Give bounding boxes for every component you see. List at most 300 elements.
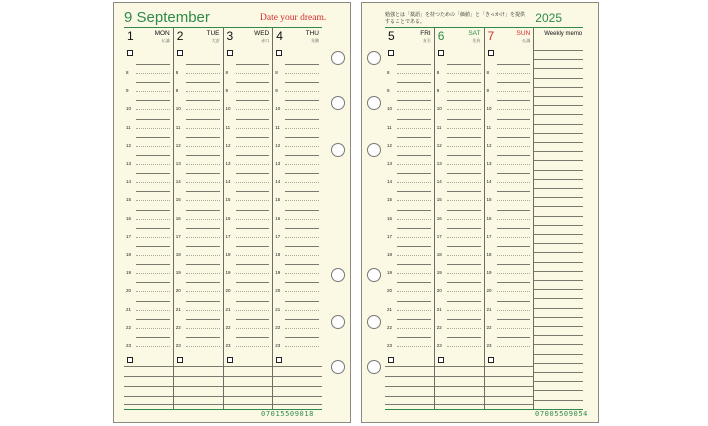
hour-line — [186, 64, 220, 65]
half-hour-line — [447, 237, 481, 238]
hour-label: 22 — [387, 324, 393, 330]
hour-label: 13 — [275, 161, 281, 166]
half-hour-line — [497, 255, 531, 256]
day-header — [124, 28, 173, 48]
task-checkbox[interactable] — [438, 357, 444, 363]
half-hour-line — [285, 109, 319, 110]
task-checkbox[interactable] — [127, 357, 133, 363]
day-header — [224, 28, 273, 48]
hour-line — [447, 282, 481, 283]
slogan: Date your dream. — [260, 13, 327, 23]
hour-line — [186, 155, 220, 156]
day-column — [484, 28, 534, 409]
hour-label: 23 — [387, 343, 393, 348]
hour-label: 12 — [387, 142, 393, 148]
hour-line — [447, 319, 481, 320]
ring-hole — [367, 268, 381, 282]
hour-line — [447, 82, 481, 83]
hour-line — [136, 228, 170, 229]
hour-line — [285, 64, 319, 65]
hour-label: 11 — [275, 124, 280, 130]
hour-line — [186, 82, 220, 83]
memo-line — [273, 404, 322, 405]
hour-label: 10 — [126, 106, 132, 112]
half-hour-line — [136, 182, 170, 183]
hour-label: 9 — [275, 88, 278, 94]
memo-line — [435, 376, 484, 377]
hour-label: 8 — [275, 70, 278, 75]
hour-line — [236, 191, 270, 192]
right-page — [361, 2, 599, 423]
memo-line — [534, 78, 583, 79]
task-checkbox[interactable] — [276, 50, 282, 56]
hour-label: 17 — [387, 233, 393, 239]
memo-line — [385, 386, 434, 387]
memo-line — [485, 366, 534, 367]
half-hour-line — [186, 109, 220, 110]
hour-line — [497, 246, 531, 247]
hour-label: 20 — [387, 288, 393, 294]
task-checkbox[interactable] — [488, 357, 494, 363]
hour-line — [497, 210, 531, 211]
hour-line — [447, 119, 481, 120]
memo-line — [224, 404, 273, 405]
memo-line — [534, 354, 583, 355]
hour-line — [285, 246, 319, 247]
hour-label: 10 — [275, 106, 281, 112]
memo-line — [485, 396, 534, 397]
hour-line — [136, 319, 170, 320]
half-hour-line — [497, 328, 531, 329]
hour-label: 21 — [436, 306, 442, 312]
day-number: 6 — [437, 29, 445, 43]
hour-line — [236, 264, 270, 265]
half-hour-line — [447, 291, 481, 292]
hour-line — [497, 64, 531, 65]
ring-hole — [331, 360, 345, 374]
hour-line — [285, 119, 319, 120]
memo-line — [485, 376, 534, 377]
rokuyo-label: 仏滅 — [522, 38, 531, 43]
hour-line — [497, 337, 531, 338]
hour-line — [447, 337, 481, 338]
half-hour-line — [236, 200, 270, 201]
hour-line — [447, 137, 481, 138]
weekly-memo-title: Weekly memo — [544, 31, 583, 37]
half-hour-line — [136, 91, 170, 92]
hour-line — [285, 173, 319, 174]
right-ring-holes — [362, 3, 386, 422]
half-hour-line — [285, 164, 319, 165]
memo-line — [534, 298, 583, 299]
day-column — [385, 28, 434, 409]
hour-line — [236, 337, 270, 338]
hour-label: 18 — [225, 252, 231, 257]
half-hour-line — [186, 237, 220, 238]
hour-line — [447, 100, 481, 101]
half-hour-line — [236, 109, 270, 110]
hour-label: 22 — [126, 324, 132, 330]
hour-label: 23 — [225, 343, 231, 348]
hour-label: 22 — [486, 324, 492, 330]
half-hour-line — [236, 91, 270, 92]
hour-label: 14 — [225, 179, 231, 185]
hour-line — [236, 173, 270, 174]
memo-line — [385, 366, 434, 367]
hour-line — [397, 191, 431, 192]
hour-line — [497, 100, 531, 101]
hour-line — [447, 191, 481, 192]
hour-line — [447, 64, 481, 65]
memo-line — [273, 366, 322, 367]
half-hour-line — [186, 164, 220, 165]
hour-line — [186, 100, 220, 101]
hour-line — [397, 173, 431, 174]
hour-line — [236, 246, 270, 247]
memo-line — [534, 87, 583, 88]
task-checkbox[interactable] — [227, 357, 233, 363]
memo-line — [534, 114, 583, 115]
hour-label: 14 — [175, 179, 181, 185]
half-hour-line — [397, 200, 431, 201]
hour-label: 22 — [436, 324, 442, 330]
memo-line — [534, 326, 583, 327]
hour-label: 21 — [175, 306, 181, 312]
half-hour-line — [186, 273, 220, 274]
half-hour-line — [497, 200, 531, 201]
memo-line — [534, 206, 583, 207]
half-hour-line — [136, 219, 170, 220]
hour-label: 13 — [175, 161, 181, 166]
hour-line — [186, 228, 220, 229]
hour-line — [397, 264, 431, 265]
hour-label: 21 — [225, 306, 231, 312]
half-hour-line — [186, 346, 220, 347]
half-hour-line — [136, 255, 170, 256]
half-hour-line — [447, 255, 481, 256]
hour-line — [236, 210, 270, 211]
half-hour-line — [397, 310, 431, 311]
hour-label: 10 — [387, 106, 393, 112]
task-checkbox[interactable] — [127, 50, 133, 56]
quote-text: 勉強とは「薬語」を持つための「価値」と「きっかけ」を提供することである。 — [385, 12, 526, 25]
half-hour-line — [397, 128, 431, 129]
ring-hole — [367, 315, 381, 329]
half-hour-line — [497, 346, 531, 347]
hour-label: 11 — [126, 124, 131, 130]
half-hour-line — [447, 219, 481, 220]
hour-label: 16 — [275, 215, 281, 221]
half-hour-line — [136, 237, 170, 238]
hour-label: 10 — [225, 106, 231, 112]
hour-label: 19 — [387, 270, 393, 276]
hour-label: 21 — [387, 306, 393, 312]
hour-line — [397, 155, 431, 156]
hour-line — [186, 282, 220, 283]
half-hour-line — [236, 164, 270, 165]
hour-line — [136, 64, 170, 65]
day-column — [173, 28, 223, 409]
half-hour-line — [236, 291, 270, 292]
hour-label: 17 — [175, 233, 181, 239]
memo-line — [224, 386, 273, 387]
memo-line — [534, 170, 583, 171]
half-hour-line — [497, 273, 531, 274]
ring-hole — [331, 51, 345, 65]
weekday-name: TUE — [206, 30, 220, 37]
weekday-name: FRI — [420, 30, 431, 37]
hour-label: 10 — [436, 106, 442, 112]
memo-line — [534, 179, 583, 180]
day-header — [385, 28, 434, 48]
hour-line — [236, 137, 270, 138]
hour-label: 11 — [486, 124, 492, 130]
half-hour-line — [397, 146, 431, 147]
hour-label: 20 — [436, 288, 442, 294]
memo-line — [534, 234, 583, 235]
hour-line — [285, 282, 319, 283]
hour-line — [397, 319, 431, 320]
memo-line — [534, 390, 583, 391]
memo-line — [435, 366, 484, 367]
hour-label: 17 — [126, 233, 132, 239]
memo-line — [224, 376, 273, 377]
task-checkbox[interactable] — [276, 357, 282, 363]
half-hour-line — [285, 255, 319, 256]
hour-label: 9 — [225, 88, 229, 94]
memo-line — [224, 366, 273, 367]
memo-line — [273, 386, 322, 387]
task-checkbox[interactable] — [388, 50, 394, 56]
memo-line — [534, 96, 583, 97]
hour-line — [447, 210, 481, 211]
hour-line — [497, 282, 531, 283]
half-hour-line — [136, 346, 170, 347]
hour-line — [136, 100, 170, 101]
hour-line — [136, 337, 170, 338]
hour-line — [497, 173, 531, 174]
hour-label: 18 — [126, 252, 132, 257]
hour-label: 9 — [436, 88, 440, 94]
barcode-number: 07005509054 — [535, 410, 588, 418]
ring-hole — [331, 96, 345, 110]
hour-line — [497, 319, 531, 320]
hour-line — [285, 301, 319, 302]
memo-line — [534, 252, 583, 253]
memo-line — [534, 105, 583, 106]
half-hour-line — [497, 73, 531, 74]
hour-label: 16 — [126, 215, 132, 221]
hour-label: 19 — [126, 270, 132, 276]
hour-line — [285, 191, 319, 192]
weekday-name: MON — [154, 30, 170, 37]
memo-line — [534, 308, 583, 309]
memo-line — [534, 59, 583, 60]
memo-line — [534, 243, 583, 244]
hour-line — [497, 137, 531, 138]
memo-line — [534, 124, 583, 125]
half-hour-line — [397, 291, 431, 292]
half-hour-line — [497, 237, 531, 238]
memo-line — [534, 363, 583, 364]
hour-label: 12 — [436, 142, 442, 148]
memo-line — [534, 280, 583, 281]
hour-label: 16 — [175, 215, 181, 221]
half-hour-line — [447, 146, 481, 147]
hour-label: 15 — [126, 197, 132, 203]
left-day-grid — [124, 27, 322, 410]
task-checkbox[interactable] — [438, 50, 444, 56]
half-hour-line — [447, 109, 481, 110]
hour-line — [447, 301, 481, 302]
half-hour-line — [397, 182, 431, 183]
hour-label: 8 — [126, 70, 129, 75]
task-checkbox[interactable] — [177, 50, 183, 56]
hour-label: 21 — [275, 306, 281, 312]
memo-line — [124, 396, 173, 397]
hour-label: 22 — [275, 324, 281, 330]
hour-line — [136, 119, 170, 120]
memo-line — [534, 133, 583, 134]
memo-line — [534, 216, 583, 217]
hour-label: 13 — [126, 161, 132, 166]
hour-label: 12 — [126, 142, 132, 148]
half-hour-line — [236, 310, 270, 311]
hour-line — [285, 337, 319, 338]
memo-line — [534, 197, 583, 198]
hour-line — [136, 82, 170, 83]
hour-line — [285, 155, 319, 156]
weekday-name: SAT — [468, 30, 481, 37]
hour-label: 20 — [225, 288, 231, 294]
half-hour-line — [236, 346, 270, 347]
day-number: 7 — [487, 29, 495, 43]
half-hour-line — [236, 219, 270, 220]
hour-label: 17 — [436, 233, 442, 239]
hour-label: 22 — [225, 324, 231, 330]
hour-line — [186, 319, 220, 320]
hour-line — [236, 301, 270, 302]
half-hour-line — [186, 255, 220, 256]
rokuyo-label: 仏滅 — [161, 38, 170, 43]
hour-label: 20 — [275, 288, 281, 294]
half-hour-line — [186, 200, 220, 201]
day-column — [124, 28, 173, 409]
hour-line — [136, 155, 170, 156]
memo-line — [224, 396, 273, 397]
hour-line — [236, 155, 270, 156]
half-hour-line — [186, 219, 220, 220]
hour-label: 18 — [275, 252, 281, 257]
memo-line — [174, 396, 223, 397]
hour-line — [236, 319, 270, 320]
hour-line — [397, 228, 431, 229]
hour-line — [285, 137, 319, 138]
hour-label: 9 — [387, 88, 390, 94]
day-header — [174, 28, 223, 48]
hour-label: 9 — [126, 88, 129, 94]
hour-line — [136, 210, 170, 211]
half-hour-line — [285, 200, 319, 201]
task-checkbox[interactable] — [388, 357, 394, 363]
half-hour-line — [285, 91, 319, 92]
hour-label: 16 — [486, 215, 492, 221]
hour-line — [186, 191, 220, 192]
memo-line — [534, 225, 583, 226]
half-hour-line — [447, 273, 481, 274]
ring-hole — [331, 268, 345, 282]
half-hour-line — [186, 128, 220, 129]
hour-line — [186, 210, 220, 211]
memo-line — [534, 160, 583, 161]
memo-line — [534, 151, 583, 152]
ring-hole — [367, 360, 381, 374]
memo-line — [534, 317, 583, 318]
half-hour-line — [285, 273, 319, 274]
hour-line — [447, 228, 481, 229]
memo-line — [534, 289, 583, 290]
task-checkbox[interactable] — [227, 50, 233, 56]
weekday-name: WED — [254, 30, 270, 37]
half-hour-line — [236, 128, 270, 129]
ring-hole — [367, 51, 381, 65]
hour-line — [397, 246, 431, 247]
hour-label: 20 — [126, 288, 132, 294]
half-hour-line — [397, 328, 431, 329]
half-hour-line — [497, 182, 531, 183]
hour-line — [285, 228, 319, 229]
hour-label: 13 — [225, 161, 231, 166]
hour-label: 13 — [486, 161, 492, 166]
hour-line — [497, 228, 531, 229]
half-hour-line — [236, 73, 270, 74]
hour-line — [186, 301, 220, 302]
half-hour-line — [447, 200, 481, 201]
hour-line — [186, 173, 220, 174]
memo-line — [385, 376, 434, 377]
half-hour-line — [397, 164, 431, 165]
hour-label: 15 — [225, 197, 231, 203]
half-hour-line — [497, 164, 531, 165]
hour-line — [397, 337, 431, 338]
task-checkbox[interactable] — [488, 50, 494, 56]
hour-label: 12 — [175, 142, 181, 148]
left-ring-holes — [326, 3, 350, 422]
half-hour-line — [285, 182, 319, 183]
hour-line — [285, 319, 319, 320]
hour-label: 8 — [175, 70, 179, 75]
rokuyo-label: 赤口 — [261, 38, 270, 43]
hour-line — [397, 282, 431, 283]
half-hour-line — [136, 128, 170, 129]
half-hour-line — [285, 291, 319, 292]
hour-label: 17 — [486, 233, 492, 239]
hour-line — [447, 246, 481, 247]
hour-line — [186, 264, 220, 265]
left-page — [113, 2, 351, 423]
half-hour-line — [186, 182, 220, 183]
hour-label: 18 — [486, 252, 492, 257]
hour-label: 16 — [225, 215, 231, 221]
hour-line — [497, 119, 531, 120]
day-header — [435, 28, 484, 48]
ring-hole — [367, 96, 381, 110]
memo-line — [534, 400, 583, 401]
task-checkbox[interactable] — [177, 357, 183, 363]
half-hour-line — [285, 219, 319, 220]
memo-line — [174, 404, 223, 405]
hour-line — [236, 82, 270, 83]
